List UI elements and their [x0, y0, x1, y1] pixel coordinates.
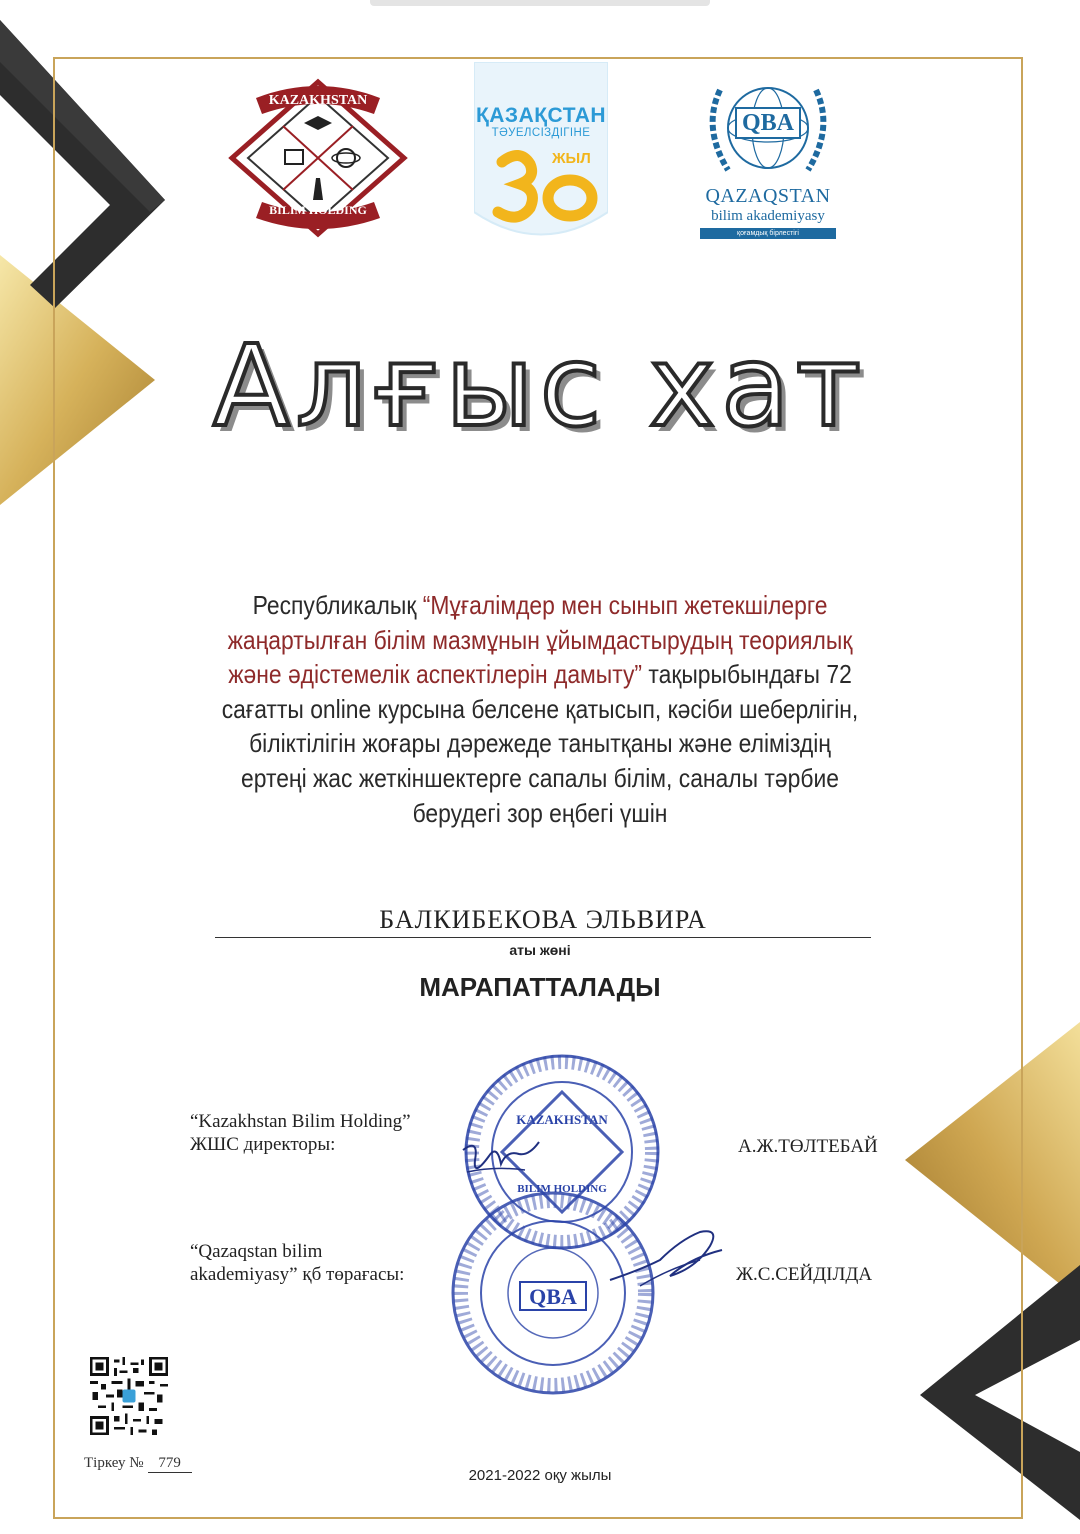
signatory-1-name: А.Ж.ТӨЛТЕБАЙ — [738, 1136, 878, 1157]
award-word: МАРАПАТТАЛАДЫ — [419, 972, 661, 1002]
course-title: “Мұғалімдер мен сынып жетекшілерге жаңартылған білім мазмұнын ұйымдастырудың теориялық және әдістемелік аспектілерін дамыту” — [227, 590, 853, 690]
anniversary-line1: ҚАЗАҚСТАН — [475, 104, 607, 127]
signatory-2-role — [190, 1240, 404, 1286]
top-bar — [370, 0, 710, 6]
signature-2 — [600, 1220, 730, 1300]
recipient-name: БАЛКИБЕКОВА ЭЛЬВИРА — [379, 905, 707, 934]
anniversary-line2: ТӘУЕЛСІЗДІГІНЕ — [491, 127, 591, 139]
recipient-caption: аты жөні — [509, 942, 571, 958]
body-prefix: Республикалық — [252, 590, 417, 620]
signatory-1-role-line2: ЖШС директоры: — [190, 1134, 336, 1155]
certificate-body — [214, 588, 865, 830]
body-suffix: тақырыбындағы 72 сағатты online курсына белсене қатысып, кәсіби шеберлігін, біліктілігін жоғары дәрежеде танытқаны және еліміздің ертеңі жас жеткіншектерге сапалы білім, саналы тәрбие берудегі зор еңбегі үшін — [221, 659, 859, 828]
qba-logo-abbr: QBA — [741, 110, 794, 136]
kbh-logo-top-text: KAZAKHSTAN — [268, 93, 368, 108]
signatory-2-role-line1: “Qazaqstan bilim — [190, 1241, 323, 1262]
academic-year: 2021-2022 оқу жылы — [468, 1467, 612, 1484]
qba-logo-band: қоғамдық бірлестігі — [700, 228, 836, 239]
kbh-logo-bottom-text: BILIM HOLDING — [269, 203, 367, 217]
name-underline — [215, 937, 871, 938]
signature-1 — [455, 1120, 545, 1190]
signatory-1-role-line1: “Kazakhstan Bilim Holding” — [190, 1111, 411, 1132]
qba-stamp-text: QBA — [529, 1284, 577, 1309]
independence-30-logo — [474, 62, 608, 244]
signatory-1-role — [190, 1110, 411, 1156]
qr-code[interactable] — [90, 1357, 168, 1435]
qba-logo-name: QAZAQSTAN — [705, 185, 831, 207]
kbh-stamp-top-text: KAZAKHSTAN — [516, 1112, 608, 1127]
certificate-title: Алғыс хат — [212, 322, 868, 452]
signatory-2-name: Ж.С.СЕЙДІЛДА — [736, 1264, 873, 1285]
anniversary-unit: ЖЫЛ — [552, 150, 591, 167]
registration-label: Тіркеу № — [84, 1455, 144, 1471]
kbh-stamp-bottom-text: BILIM HOLDING — [517, 1183, 607, 1195]
kazakhstan-bilim-holding-logo — [228, 78, 408, 238]
registration-number: 779 — [148, 1455, 192, 1473]
signatory-2-role-line2: akademiyasy” қб төрағасы: — [190, 1264, 405, 1285]
qba-logo-sub: bilim akademiyasy — [711, 208, 825, 224]
qba-logo — [690, 70, 846, 242]
